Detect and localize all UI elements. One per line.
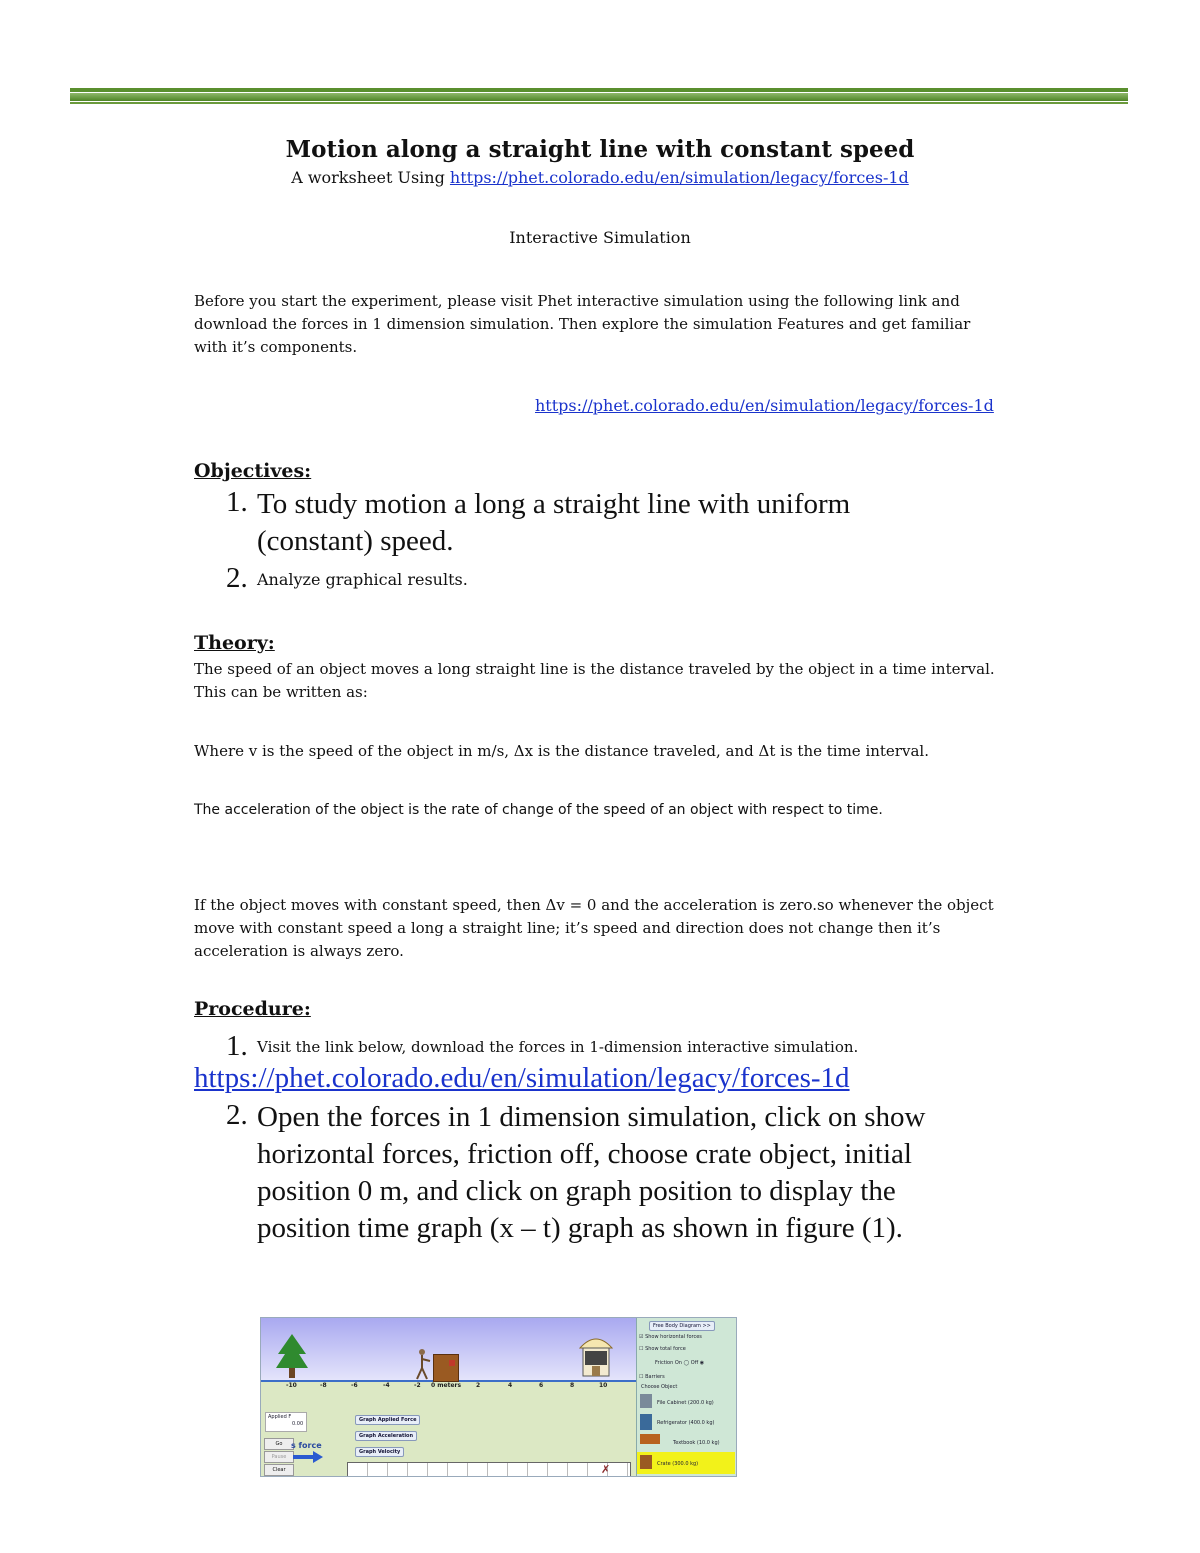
graph-close-icon[interactable]: ✗ bbox=[601, 1463, 611, 1476]
house-icon bbox=[579, 1330, 613, 1378]
tree-icon bbox=[275, 1334, 309, 1380]
section-label: Interactive Simulation bbox=[509, 228, 691, 247]
intro-line: Before you start the experiment, please visit Phet interactive simulation using the following link and bbox=[194, 292, 960, 310]
graph-applied-force-button[interactable]: Graph Applied Force bbox=[355, 1415, 420, 1425]
procedure-step-number: 2. bbox=[226, 1099, 248, 1131]
objective-line: To study motion a long a straight line with uniform bbox=[257, 488, 851, 520]
page-title: Motion along a straight line with constant speed bbox=[285, 136, 915, 163]
clear-button[interactable]: Clear bbox=[264, 1464, 294, 1476]
procedure-step-text bbox=[257, 1099, 997, 1247]
theory-line: move with constant speed a long a straight line; it’s speed and direction does not change then it’s bbox=[194, 919, 941, 937]
axis-tick: -4 bbox=[383, 1382, 390, 1389]
axis-tick: -8 bbox=[320, 1382, 327, 1389]
theory-line: If the object moves with constant speed, then Δv = 0 and the acceleration is zero.so whenever the object bbox=[194, 896, 994, 914]
object-option[interactable]: Textbook (10.0 kg) bbox=[673, 1440, 720, 1446]
axis-tick: -2 bbox=[414, 1382, 421, 1389]
procedure-line: Open the forces in 1 dimension simulation, click on show bbox=[257, 1101, 926, 1133]
header-rule-main bbox=[70, 93, 1128, 101]
theory-paragraph-3: The acceleration of the object is the rate of change of the speed of an object with respect to time. bbox=[194, 802, 883, 818]
axis-tick: -6 bbox=[351, 1382, 358, 1389]
applied-force-label: Applied F bbox=[268, 1414, 292, 1420]
file-cabinet-icon[interactable] bbox=[640, 1394, 652, 1408]
barriers-checkbox[interactable]: ☐ Barriers bbox=[639, 1374, 665, 1380]
subtitle-link[interactable]: https://phet.colorado.edu/en/simulation/legacy/forces-1d bbox=[449, 168, 909, 187]
header-rule-top bbox=[70, 88, 1128, 92]
checkbox-label: Barriers bbox=[645, 1374, 665, 1380]
position-graph-area bbox=[347, 1462, 631, 1477]
textbook-icon[interactable] bbox=[640, 1434, 660, 1444]
intro-link[interactable]: https://phet.colorado.edu/en/simulation/legacy/forces-1d bbox=[535, 396, 994, 415]
objective-text bbox=[257, 486, 957, 560]
theory-paragraph-2: Where v is the speed of the object in m/s, Δx is the distance traveled, and Δt is the time interval. bbox=[194, 742, 929, 760]
simulation-figure bbox=[260, 1317, 737, 1477]
header-rule-bottom bbox=[70, 102, 1128, 104]
axis-tick: -10 bbox=[286, 1382, 297, 1389]
control-panel bbox=[636, 1318, 737, 1476]
objective-number: 2. bbox=[226, 562, 248, 594]
intro-line: download the forces in 1 dimension simulation. Then explore the simulation Features and get familiar bbox=[194, 315, 971, 333]
checkbox-label: Show horizontal forces bbox=[645, 1334, 702, 1340]
free-body-diagram-button[interactable]: Free Body Diagram >> bbox=[649, 1321, 715, 1331]
theory-paragraph-4 bbox=[194, 894, 1024, 963]
theory-line: acceleration is always zero. bbox=[194, 942, 404, 960]
go-button[interactable]: Go bbox=[264, 1438, 294, 1450]
axis-tick: 2 bbox=[476, 1382, 481, 1389]
crate-icon bbox=[640, 1455, 652, 1469]
procedure-step-number: 1. bbox=[226, 1030, 248, 1062]
axis-tick: 6 bbox=[539, 1382, 544, 1389]
objectives-heading: Objectives: bbox=[194, 460, 312, 482]
applied-force-arrow-label: s force bbox=[291, 1441, 322, 1450]
axis-tick: 0 meters bbox=[431, 1382, 462, 1389]
pause-button[interactable]: Pause bbox=[264, 1451, 294, 1463]
theory-paragraph-1 bbox=[194, 658, 1024, 704]
procedure-line: position 0 m, and click on graph position to display the bbox=[257, 1175, 896, 1207]
intro-line: with it’s components. bbox=[194, 338, 358, 356]
objective-text: Analyze graphical results. bbox=[257, 570, 468, 589]
procedure-step-text: Visit the link below, download the forces in 1-dimension interactive simulation. bbox=[257, 1038, 859, 1056]
intro-paragraph bbox=[194, 290, 1014, 359]
objective-line: (constant) speed. bbox=[257, 525, 454, 557]
graph-velocity-button[interactable]: Graph Velocity bbox=[355, 1447, 404, 1457]
graph-acceleration-button[interactable]: Graph Acceleration bbox=[355, 1431, 417, 1441]
choose-object-label: Choose Object bbox=[641, 1384, 678, 1390]
axis-tick: 4 bbox=[508, 1382, 513, 1389]
subtitle-prefix: A worksheet Using bbox=[291, 168, 450, 187]
subtitle bbox=[0, 168, 1200, 187]
crate-marker bbox=[449, 1360, 455, 1366]
procedure-heading: Procedure: bbox=[194, 998, 311, 1020]
checkbox-label: Show total force bbox=[645, 1346, 686, 1352]
procedure-line: horizontal forces, friction off, choose crate object, initial bbox=[257, 1138, 912, 1170]
procedure-line: position time graph (x – t) graph as shown in figure (1). bbox=[257, 1212, 903, 1244]
applied-force-box bbox=[265, 1412, 307, 1432]
friction-toggle[interactable]: Friction On ◯ Off ◉ bbox=[655, 1360, 705, 1366]
theory-heading: Theory: bbox=[194, 632, 275, 654]
object-option[interactable]: Refrigerator (400.0 kg) bbox=[657, 1420, 715, 1426]
applied-force-value[interactable]: 0.00 bbox=[292, 1421, 304, 1427]
theory-line: The speed of an object moves a long straight line is the distance traveled by the object in a time interval. bbox=[194, 660, 995, 678]
show-total-force-checkbox[interactable]: ☐ Show total force bbox=[639, 1346, 686, 1352]
objective-number: 1. bbox=[226, 486, 248, 518]
procedure-link[interactable]: https://phet.colorado.edu/en/simulation/legacy/forces-1d bbox=[194, 1062, 850, 1094]
show-horizontal-forces-checkbox[interactable]: ☑ Show horizontal forces bbox=[639, 1334, 702, 1340]
refrigerator-icon[interactable] bbox=[640, 1414, 652, 1430]
object-option[interactable]: File Cabinet (200.0 kg) bbox=[657, 1400, 714, 1406]
crate-object[interactable] bbox=[433, 1354, 459, 1382]
theory-line: This can be written as: bbox=[194, 683, 368, 701]
right-arrow-icon bbox=[293, 1451, 323, 1463]
crate-option-selected[interactable] bbox=[637, 1452, 735, 1474]
axis-tick: 8 bbox=[570, 1382, 575, 1389]
person-pushing-icon bbox=[413, 1348, 431, 1380]
object-option: Crate (300.0 kg) bbox=[657, 1461, 699, 1467]
axis-tick: 10 bbox=[599, 1382, 608, 1389]
